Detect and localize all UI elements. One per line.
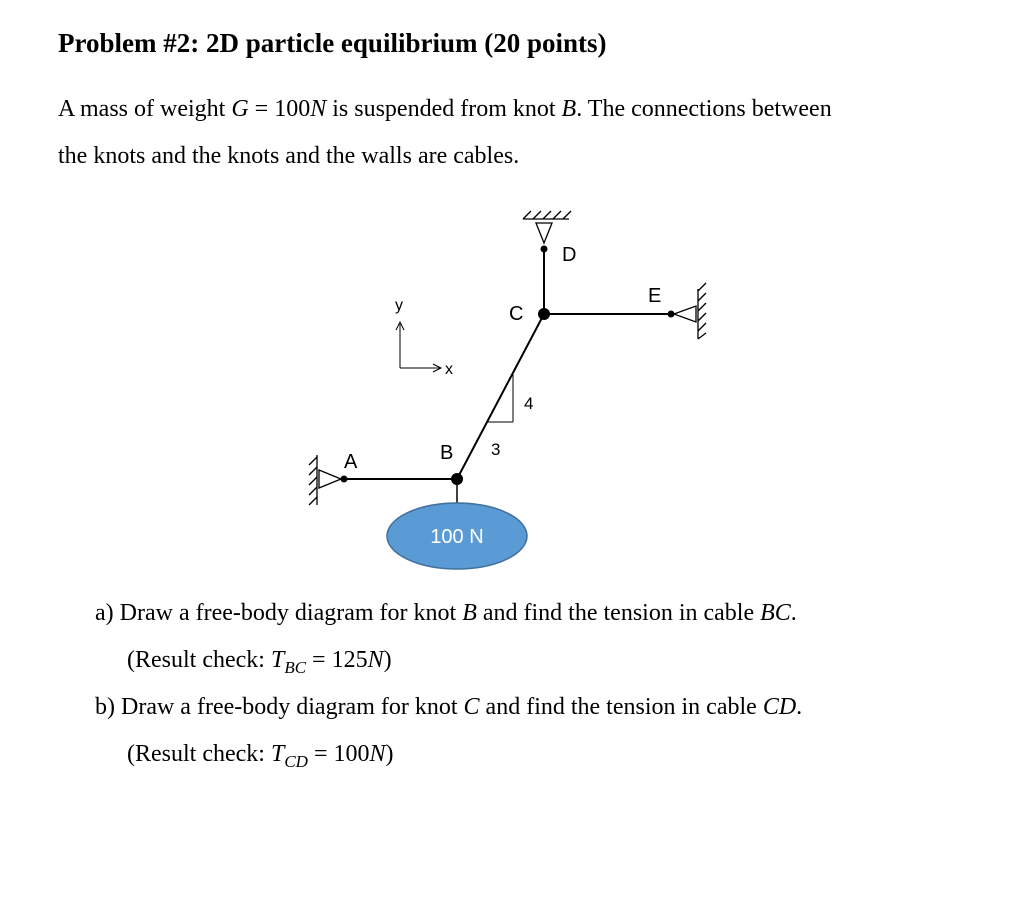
intro-line-1: A mass of weight G = 100N is suspended from knot B. The connections between (58, 96, 832, 122)
node-label-A: A (344, 451, 358, 473)
axis-y-label: y (395, 297, 403, 314)
slope-run-label: 3 (491, 440, 501, 459)
node-label-B: B (440, 442, 454, 464)
support-E-icon (674, 283, 706, 339)
question-a: a) Draw a free-body diagram for knot B and find the tension in cable BC. (95, 600, 797, 626)
knot-A (341, 476, 348, 483)
node-label-C: C (509, 303, 524, 325)
mass-label: 100 N (430, 526, 484, 548)
slope-rise-label: 4 (524, 394, 534, 413)
question-b-check: (Result check: $T_{CD} = 100N$) (127, 741, 394, 771)
node-label-D: D (562, 244, 577, 266)
axis-x-label: x (445, 361, 453, 378)
support-D-icon (523, 211, 571, 243)
intro-line-2: the knots and the knots and the walls are cables. (58, 143, 520, 169)
knot-E (668, 311, 675, 318)
coordinate-axes-icon (396, 322, 441, 372)
knot-D (541, 246, 548, 253)
question-a-check: (Result check: $T_{BC} = 125N$) (127, 647, 392, 677)
question-b: b) Draw a free-body diagram for knot C and find the tension in cable CD. (95, 694, 803, 720)
support-A-icon (309, 455, 341, 505)
problem-title: Problem #2: 2D particle equilibrium (20 points) (58, 28, 607, 58)
knot-B (451, 473, 463, 485)
node-label-E: E (648, 285, 662, 307)
knot-C (538, 308, 550, 320)
